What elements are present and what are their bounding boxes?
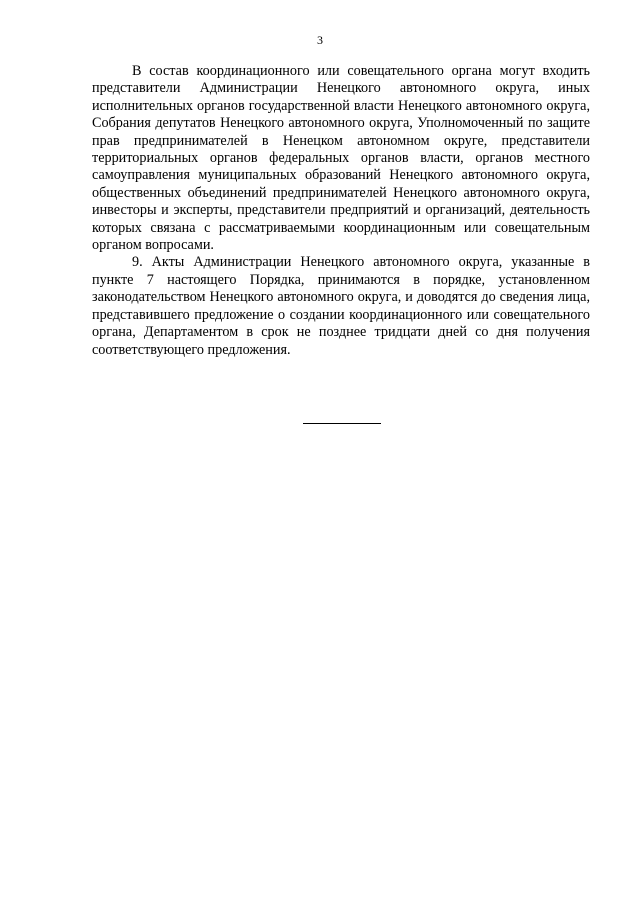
document-body bbox=[92, 63, 590, 359]
end-separator-line bbox=[303, 423, 381, 424]
page-number: 3 bbox=[317, 33, 323, 47]
paragraph-composition: В состав координационного или совещательного органа могут входить представители Администрации Ненецкого автономного округа, иных исполнительных органов государственной власти Ненецкого автономного округа, Собрания депутатов Ненецкого автономного округа, Уполномоченный по защите прав предпринимателей в Ненецком автономном округе, представители территориальных органов федеральных органов власти, органов местного самоуправления муниципальных образований Ненецкого автономного округа, общественных объединений предпринимателей Ненецкого автономного округа, инвесторы и эксперты, представители предприятий и организаций, деятельность которых связана с рассматриваемыми координационным или совещательным органом вопросами. bbox=[92, 63, 590, 254]
paragraph-item-9: 9. Акты Администрации Ненецкого автономного округа, указанные в пункте 7 настоящего Порядка, принимаются в порядке, установленном законодательством Ненецкого автономного округа, и доводятся до сведения лица, представившего предложение о создании координационного или совещательного органа, Департаментом в срок не позднее тридцати дней со дня получения соответствующего предложения. bbox=[92, 254, 590, 358]
